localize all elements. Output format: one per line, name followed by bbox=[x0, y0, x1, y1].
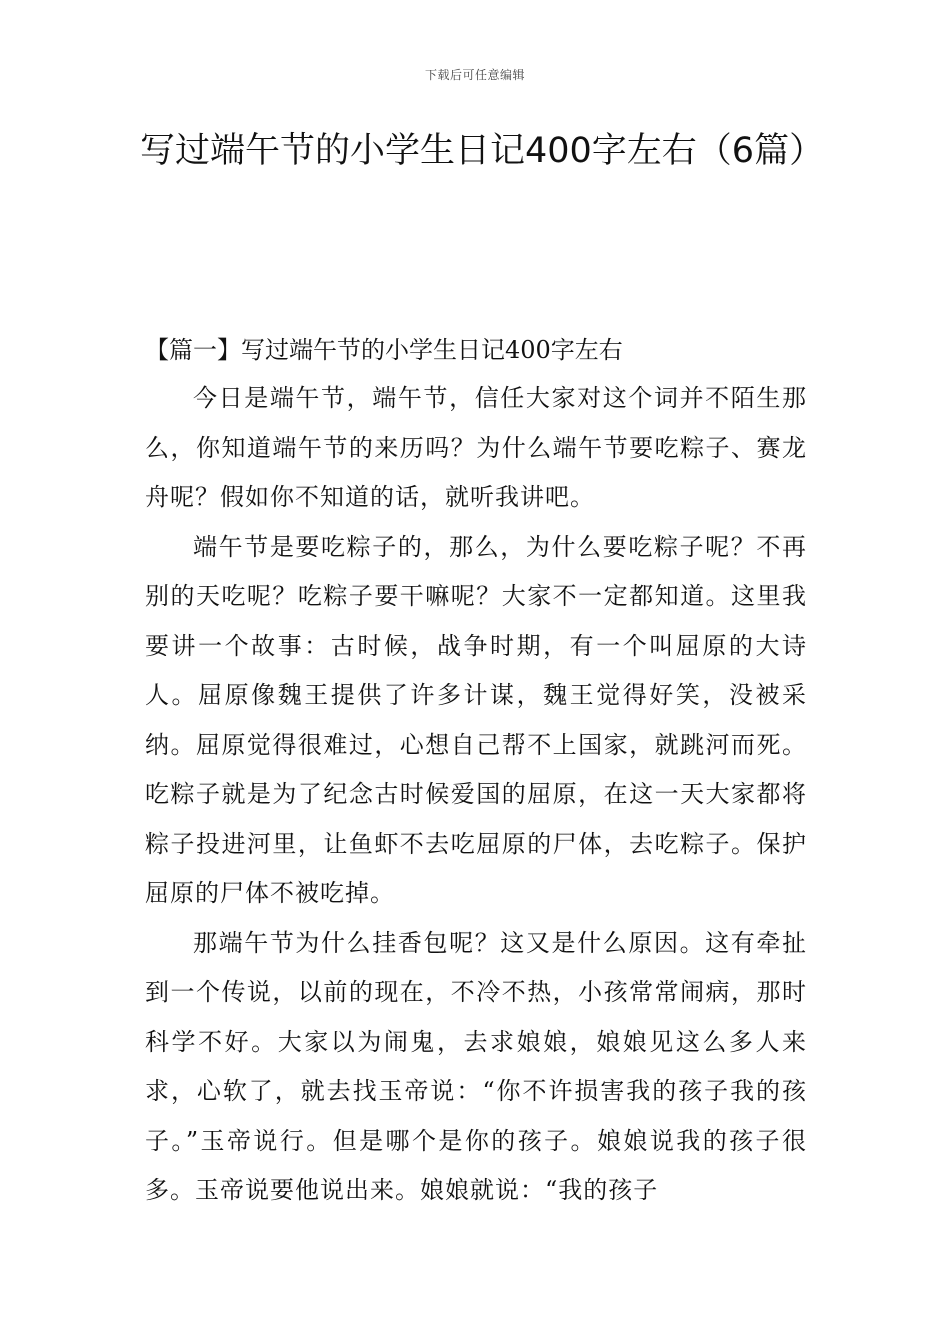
paragraph-3: 那端午节为什么挂香包呢？这又是什么原因。这有牵扯到一个传说，以前的现在，不冷不热，小孩常常闹病，那时科学不好。大家以为闹鬼，去求娘娘，娘娘见这么多人来求，心软了，就去找玉帝说：“你不许损害我的孩子我的孩子。”玉帝说行。但是哪个是你的孩子。娘娘说我的孩子很多。玉帝说要他说出来。娘娘就说：“我的孩子 bbox=[145, 928, 807, 1204]
section-heading: 【篇一】写过端午节的小学生日记400字左右 bbox=[145, 336, 623, 364]
header-note: 下载后可任意编辑 bbox=[424, 68, 525, 82]
document-title: 写过端午节的小学生日记400字左右（6篇） bbox=[140, 131, 825, 171]
paragraph-1: 今日是端午节，端午节，信任大家对这个词并不陌生那么，你知道端午节的来历吗？为什么端午节要吃粽子、赛龙舟呢？假如你不知道的话，就听我讲吧。 bbox=[145, 384, 807, 511]
body-text bbox=[145, 374, 807, 1216]
paragraph-2: 端午节是要吃粽子的，那么，为什么要吃粽子呢？不再别的天吃呢？吃粽子要干嘛呢？大家不一定都知道。这里我要讲一个故事：古时候，战争时期，有一个叫屈原的大诗人。屈原像魏王提供了许多计谋，魏王觉得好笑，没被采纳。屈原觉得很难过，心想自己帮不上国家，就跳河而死。吃粽子就是为了纪念古时候爱国的屈原，在这一天大家都将粽子投进河里，让鱼虾不去吃屈原的尸体，去吃粽子。保护屈原的尸体不被吃掉。 bbox=[145, 532, 807, 907]
